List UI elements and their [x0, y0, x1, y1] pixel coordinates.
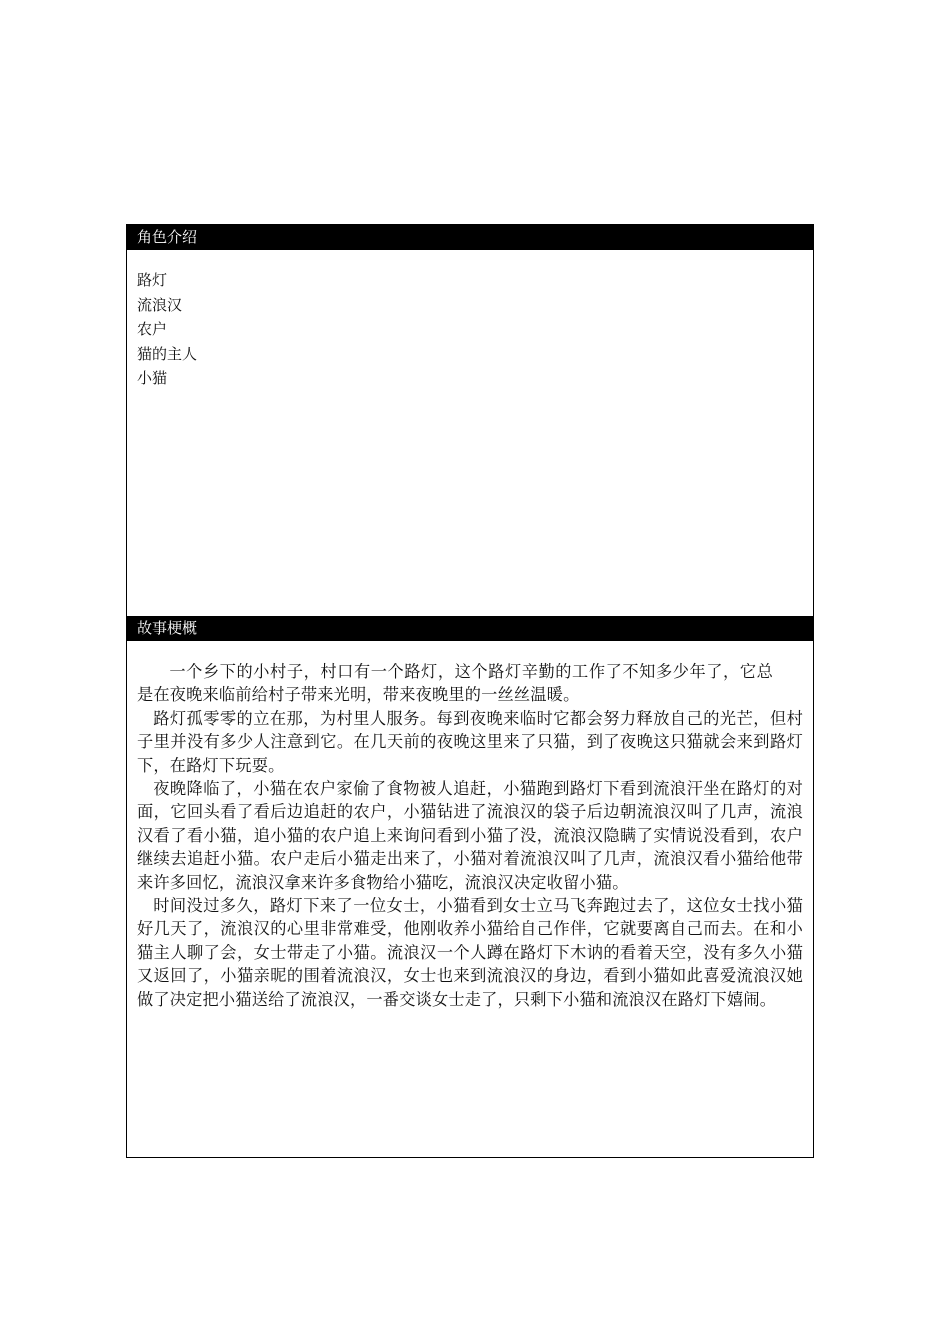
roles-header: 角色介绍	[127, 225, 813, 250]
synopsis-paragraph: 夜晚降临了，小猫在农户家偷了食物被人追赶，小猫跑到路灯下看到流浪汗坐在路灯的对面，它回头看了看后边追赶的农户，小猫钻进了流浪汉的袋子后边朝流浪汉叫了几声，流浪汉看了看小猫，追小猫的农户追上来询问看到小猫了没，流浪汉隐瞒了实情说没看到，农户继续去追赶小猫。农户走后小猫走出来了，小猫对着流浪汉叫了几声，流浪汉看小猫给他带来许多回忆，流浪汉拿来许多食物给小猫吃，流浪汉决定收留小猫。	[137, 779, 803, 892]
synopsis-header: 故事梗概	[127, 616, 813, 641]
role-item: 农户	[137, 320, 168, 339]
script-form	[126, 224, 814, 1158]
role-item: 小猫	[137, 369, 168, 388]
synopsis-paragraph: 时间没过多久，路灯下来了一位女士，小猫看到女士立马飞奔跑过去了，这位女士找小猫好几天了，流浪汉的心里非常难受，他刚收养小猫给自己作伴，它就要离自己而去。在和小猫主人聊了会，女士带走了小猫。流浪汉一个人蹲在路灯下木讷的看着天空，没有多久小猫又返回了，小猫亲昵的围着流浪汉，女士也来到流浪汉的身边，看到小猫如此喜爱流浪汉她做了决定把小猫送给了流浪汉，一番交谈女士走了，只剩下小猫和流浪汉在路灯下嬉闹。	[137, 896, 803, 1009]
role-item: 路灯	[137, 271, 168, 289]
roles-list	[127, 250, 813, 616]
synopsis-paragraph: 一个乡下的小村子，村口有一个路灯，这个路灯辛勤的工作了不知多少年了，它总是在夜晚来临前给村子带来光明，带来夜晚里的一丝丝温暖。	[137, 662, 773, 705]
role-item: 流浪汉	[137, 295, 183, 314]
role-item: 猫的主人	[137, 344, 198, 363]
synopsis-body	[127, 641, 813, 1011]
synopsis-paragraph: 路灯孤零零的立在那，为村里人服务。每到夜晚来临时它都会努力释放自己的光芒，但村子里并没有多少人注意到它。在几天前的夜晚这里来了只猫，到了夜晚这只猫就会来到路灯下，在路灯下玩耍。	[137, 708, 803, 775]
